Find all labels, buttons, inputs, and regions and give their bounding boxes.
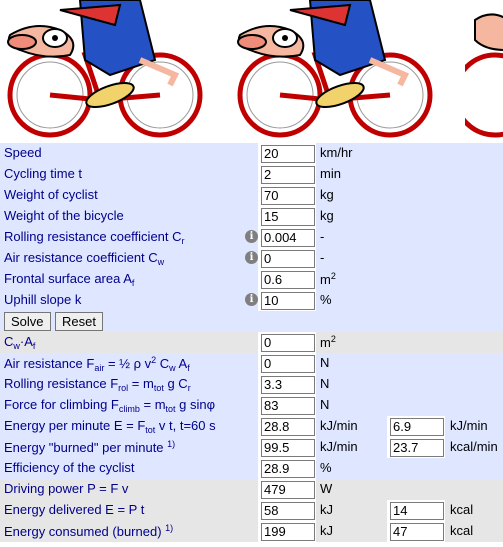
energy-consumed-output-2: 47: [390, 523, 444, 541]
weight-cyclist-unit: kg: [320, 187, 334, 202]
cyclist-cartoon-icon: [465, 0, 503, 143]
rolling-resistance-unit: -: [320, 229, 325, 244]
reset-button[interactable]: Reset: [55, 312, 103, 331]
cycling-time-input[interactable]: 2: [261, 166, 315, 184]
air-force-row: [0, 353, 503, 374]
frontal-area-input[interactable]: 0.6: [261, 271, 315, 289]
rolling-force-output: 3.3: [261, 376, 315, 394]
rolling-force-label: Rolling resistance $F_{rol} = m_{tot}$ g $C_r$: [4, 376, 191, 393]
energy-per-minute-row: [0, 416, 503, 437]
button-row: [0, 311, 503, 332]
efficiency-row: [0, 458, 503, 479]
speed-row: [0, 143, 503, 164]
uphill-slope-label: Uphill slope k: [4, 292, 82, 307]
solve-button[interactable]: Solve: [4, 312, 51, 331]
cyclist-cartoon-icon: [0, 0, 240, 143]
energy-delivered-label: Energy delivered E = P t: [4, 502, 145, 517]
energy-delivered-row: [0, 500, 503, 521]
air-force-label: Air resistance $F_{air}$ = ½ ρ $v^2$ $C_w$ $A_f$: [4, 355, 190, 373]
energy-burned-output: 99.5: [261, 439, 315, 457]
uphill-slope-unit: %: [320, 292, 332, 307]
cycling-time-label: Cycling time t: [4, 166, 83, 181]
cw-af-row: [0, 332, 503, 353]
speed-input[interactable]: 20: [261, 145, 315, 163]
energy-consumed-row: [0, 521, 503, 542]
rolling-force-row: [0, 374, 503, 395]
air-force-output: 0: [261, 355, 315, 373]
uphill-slope-input[interactable]: 10: [261, 292, 315, 310]
energy-delivered-unit-2: kcal: [450, 502, 474, 517]
cyclist-banner: [0, 0, 503, 143]
info-icon[interactable]: i: [245, 293, 258, 306]
energy-per-minute-unit: kJ/min: [320, 418, 358, 433]
energy-per-minute-label: Energy per minute $E = F_{tot}$ v t, t=60 s: [4, 418, 216, 435]
energy-consumed-output: 199: [261, 523, 315, 541]
weight-bicycle-label: Weight of the bicycle: [4, 208, 124, 223]
climb-force-label: Force for climbing $F_{climb} = m_{tot}$ g sinφ: [4, 397, 216, 414]
weight-bicycle-input[interactable]: 15: [261, 208, 315, 226]
cycling-time-row: [0, 164, 503, 185]
info-icon[interactable]: i: [245, 230, 258, 243]
energy-consumed-unit: kJ: [320, 523, 333, 538]
cw-af-output: 0: [261, 334, 315, 352]
air-force-unit: N: [320, 355, 330, 370]
rolling-resistance-label: Rolling resistance coefficient $C_r$: [4, 229, 185, 246]
energy-delivered-unit: kJ: [320, 502, 333, 517]
climb-force-unit: N: [320, 397, 330, 412]
energy-delivered-output-2: 14: [390, 502, 444, 520]
weight-cyclist-label: Weight of cyclist: [4, 187, 98, 202]
frontal-area-unit: $m^2$: [320, 271, 336, 287]
energy-per-minute-unit-2: kJ/min: [450, 418, 488, 433]
weight-bicycle-unit: kg: [320, 208, 334, 223]
driving-power-output: 479: [261, 481, 315, 499]
energy-consumed-unit-2: kcal: [450, 523, 474, 538]
driving-power-unit: W: [320, 481, 333, 496]
speed-unit: km/hr: [320, 145, 353, 160]
energy-delivered-output: 58: [261, 502, 315, 520]
frontal-area-label: Frontal surface area $A_f$: [4, 271, 135, 288]
efficiency-output: 28.9: [261, 460, 315, 478]
rolling-resistance-input[interactable]: 0.004: [261, 229, 315, 247]
cycling-time-unit: min: [320, 166, 341, 181]
efficiency-unit: %: [320, 460, 332, 475]
climb-force-row: [0, 395, 503, 416]
air-resistance-coef-input[interactable]: 0: [261, 250, 315, 268]
climb-force-output: 83: [261, 397, 315, 415]
cyclist-cartoon-icon: [220, 0, 470, 143]
energy-burned-output-2: 23.7: [390, 439, 444, 457]
air-resistance-coef-row: [0, 248, 503, 269]
energy-consumed-label: Energy consumed (burned) $^{1)}$: [4, 523, 174, 539]
cw-af-label: $C_w\cdot A_f$: [4, 334, 36, 351]
frontal-area-row: [0, 269, 503, 290]
energy-burned-unit: kJ/min: [320, 439, 358, 454]
driving-power-label: Driving power P = F v: [4, 481, 129, 496]
rolling-resistance-row: [0, 227, 503, 248]
efficiency-label: Efficiency of the cyclist: [4, 460, 135, 475]
speed-label: Speed: [4, 145, 42, 160]
air-resistance-coef-label: Air resistance coefficient $C_w$: [4, 250, 165, 267]
energy-per-minute-output: 28.8: [261, 418, 315, 436]
energy-burned-label: Energy "burned" per minute $^{1)}$: [4, 439, 176, 455]
energy-burned-row: [0, 437, 503, 458]
uphill-slope-row: [0, 290, 503, 311]
weight-cyclist-row: [0, 185, 503, 206]
weight-cyclist-input[interactable]: 70: [261, 187, 315, 205]
energy-per-minute-output-2: 6.9: [390, 418, 444, 436]
cw-af-unit: $m^2$: [320, 334, 336, 350]
weight-bicycle-row: [0, 206, 503, 227]
rolling-force-unit: N: [320, 376, 330, 391]
info-icon[interactable]: i: [245, 251, 258, 264]
energy-burned-unit-2: kcal/min: [450, 439, 498, 454]
driving-power-row: [0, 479, 503, 500]
air-resistance-coef-unit: -: [320, 250, 325, 265]
